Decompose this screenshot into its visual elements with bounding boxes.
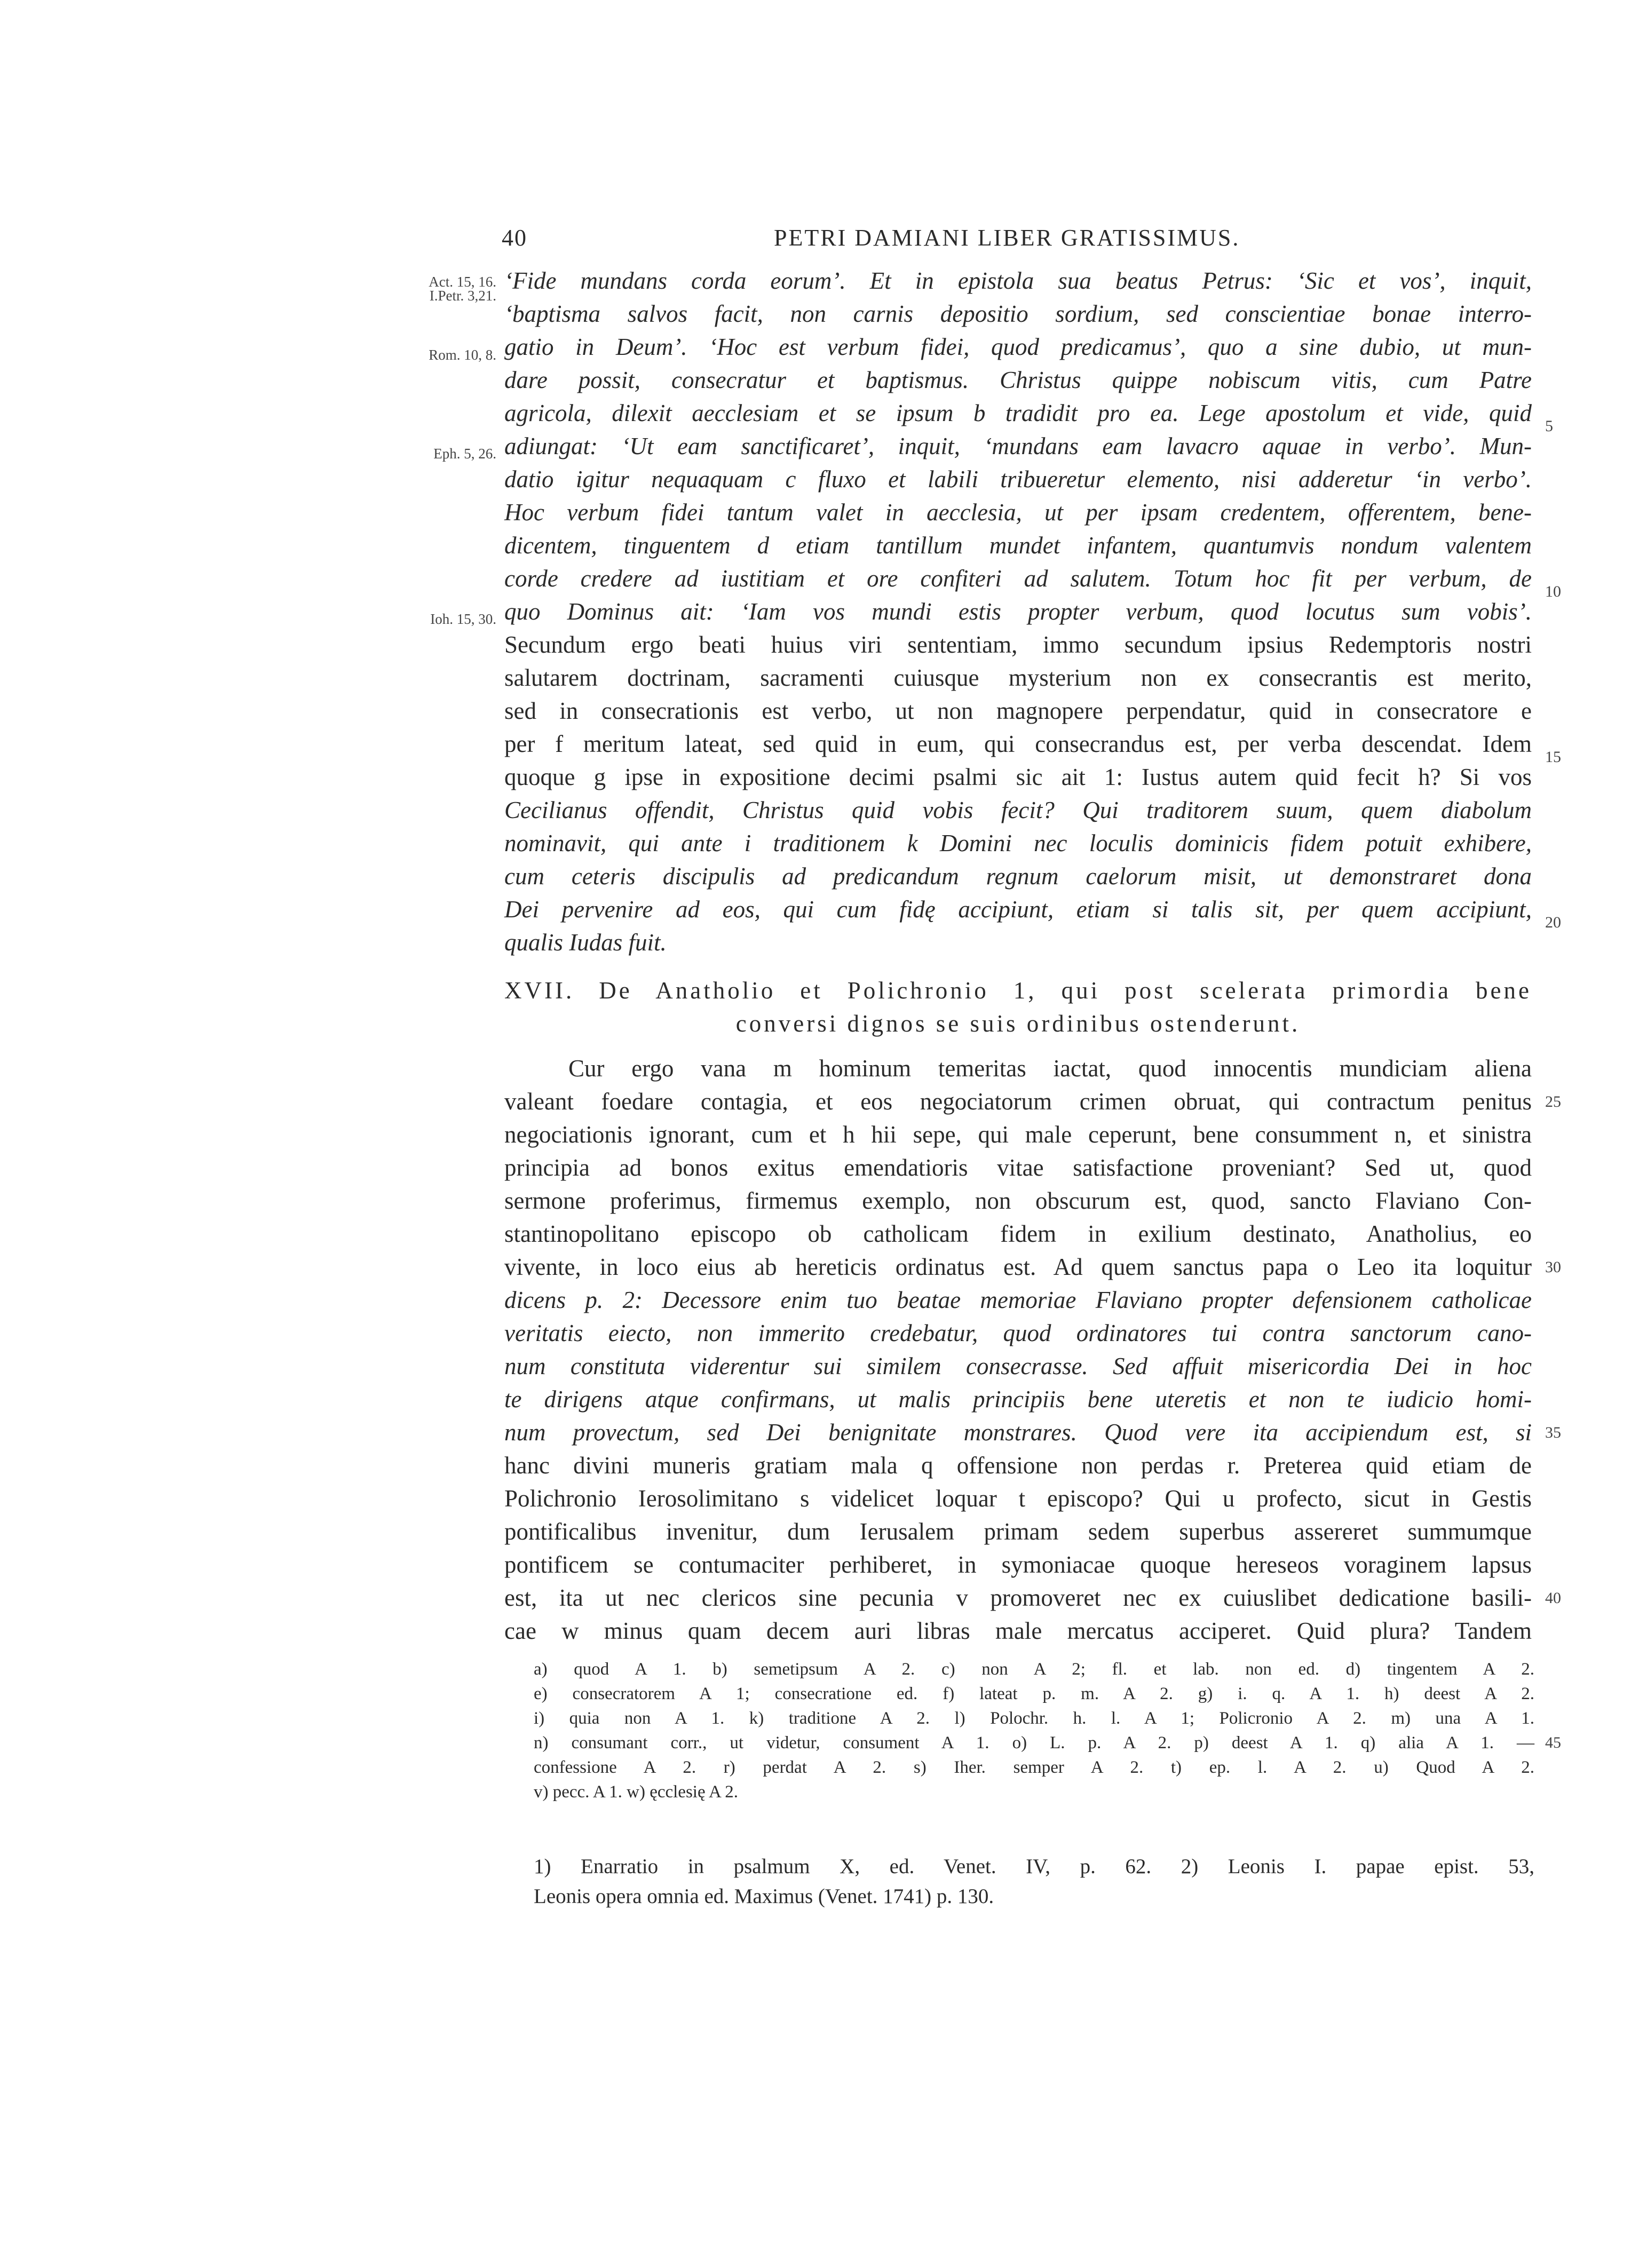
text-line: num provectum, sed Dei benignitate monstrares. Quod vere ita accipiendum est, si — [504, 1419, 1532, 1446]
text-line: nominavit, qui ante i traditionem k Domini nec loculis dominicis fidem potuit exhibere, — [504, 830, 1532, 857]
text-line: stantinopolitano episcopo ob catholicam fidem in exilium destinato, Anatholius, eo — [504, 1220, 1532, 1247]
line-number: 5 — [1545, 417, 1553, 435]
margin-ref: I.Petr. 3,21. — [429, 288, 496, 304]
chapter-heading: XVII. De Anatholio et Polichronio 1, qui post scelerata primordia bene — [504, 977, 1532, 1004]
text-line: adiungat: ‘Ut eam sanctificaret’, inquit, ‘mundans eam lavacro aquae in verbo’. Mun- — [504, 433, 1532, 459]
text-line: cum ceteris discipulis ad predicandum regnum caelorum misit, ut demonstraret dona — [504, 863, 1532, 890]
line-number: 35 — [1545, 1424, 1561, 1441]
margin-ref: Rom. 10, 8. — [429, 347, 496, 363]
line-number: 30 — [1545, 1258, 1561, 1276]
text-line: Cur ergo vana m hominum temeritas iactat, quod innocentis mundiciam aliena — [568, 1055, 1532, 1082]
page-number: 40 — [502, 225, 527, 251]
text-line: per f meritum lateat, sed quid in eum, qui consecrandus est, per verba descendat. Idem — [504, 731, 1532, 757]
apparatus-line: e) consecratorem A 1; consecratione ed. f) lateat p. m. A 2. g) i. q. A 1. h) deest A 2. — [534, 1684, 1534, 1703]
line-number: 15 — [1545, 748, 1561, 766]
margin-ref: Eph. 5, 26. — [433, 446, 496, 462]
text-line: pontificalibus invenitur, dum Ierusalem primam sedem superbus assereret summumque — [504, 1518, 1532, 1545]
text-line: valeant foedare contagia, et eos negociatorum crimen obruat, qui contractum penitus — [504, 1088, 1532, 1115]
text-line: num constituta viderentur sui similem consecrasse. Sed affuit misericordia Dei in hoc — [504, 1353, 1532, 1379]
text-line: gatio in Deum’. ‘Hoc est verbum fidei, quod predicamus’, quo a sine dubio, ut mun- — [504, 334, 1532, 360]
text-line: salutarem doctrinam, sacramenti cuiusque mysterium non ex consecrantis est merito, — [504, 664, 1532, 691]
text-line: sermone proferimus, firmemus exemplo, non obscurum est, quod, sancto Flaviano Con- — [504, 1187, 1532, 1214]
text-line: Cecilianus offendit, Christus quid vobis fecit? Qui traditorem suum, quem diabolum — [504, 797, 1532, 823]
text-line: Secundum ergo beati huius viri sententiam, immo secundum ipsius Redemptoris nostri — [504, 631, 1532, 658]
footnote-line: Leonis opera omnia ed. Maximus (Venet. 1741) p. 130. — [534, 1885, 994, 1908]
apparatus-line: a) quod A 1. b) semetipsum A 2. c) non A 2; fl. et lab. non ed. d) tingentem A 2. — [534, 1660, 1534, 1679]
footnote-line: 1) Enarratio in psalmum X, ed. Venet. IV, p. 62. 2) Leonis I. papae epist. 53, — [534, 1855, 1534, 1878]
text-line: Polichronio Ierosolimitano s videlicet loquar t episcopo? Qui u profecto, sicut in Gestis — [504, 1485, 1532, 1512]
text-line: principia ad bonos exitus emendatioris vitae satisfactione proveniant? Sed ut, quod — [504, 1154, 1532, 1181]
line-number: 25 — [1545, 1093, 1561, 1111]
text-line: te dirigens atque confirmans, ut malis principiis bene uteretis et non te iudicio homi- — [504, 1386, 1532, 1413]
text-line: dare possit, consecratur et baptismus. Christus quippe nobiscum vitis, cum Patre — [504, 367, 1532, 393]
text-line: dicens p. 2: Decessore enim tuo beatae memoriae Flaviano propter defensionem catholicae — [504, 1287, 1532, 1313]
text-line: Dei pervenire ad eos, qui cum fidę accipiunt, etiam si talis sit, per quem accipiunt, — [504, 896, 1532, 923]
text-line: dicentem, tinguentem d etiam tantillum mundet infantem, quantumvis nondum valentem — [504, 532, 1532, 559]
text-line: corde credere ad iustitiam et ore confiteri ad salutem. Totum hoc fit per verbum, de — [504, 565, 1532, 592]
running-title: PETRI DAMIANI LIBER GRATISSIMUS. — [774, 225, 1240, 251]
text-line: negociationis ignorant, cum et h hii sepe, qui male ceperunt, bene consumment n, et sinistra — [504, 1121, 1532, 1148]
apparatus-line: i) quia non A 1. k) traditione A 2. l) Polochr. h. l. A 1; Policronio A 2. m) una A 1. — [534, 1709, 1534, 1728]
text-line: ‘baptisma salvos facit, non carnis depositio sordium, sed conscientiae bonae interro- — [504, 300, 1532, 327]
line-number: 20 — [1545, 914, 1561, 931]
text-line: datio igitur nequaquam c fluxo et labili tribueretur elemento, nisi adderetur ‘in verbo’. — [504, 466, 1532, 493]
apparatus-line: v) pecc. A 1. w) ęcclesię A 2. — [534, 1782, 739, 1802]
text-line: Hoc verbum fidei tantum valet in aecclesia, ut per ipsam credentem, offerentem, bene- — [504, 499, 1532, 526]
text-line: est, ita ut nec clericos sine pecunia v promoveret nec ex cuiuslibet dedicatione basili- — [504, 1584, 1532, 1611]
text-line: sed in consecrationis est verbo, ut non magnopere perpendatur, quid in consecratore e — [504, 697, 1532, 724]
chapter-heading: conversi dignos se suis ordinibus ostenderunt. — [735, 1010, 1301, 1037]
text-line: quo Dominus ait: ‘Iam vos mundi estis propter verbum, quod locutus sum vobis’. — [504, 598, 1532, 625]
text-line: vivente, in loco eius ab hereticis ordinatus est. Ad quem sanctus papa o Leo ita loquitur — [504, 1254, 1532, 1280]
line-number: 45 — [1545, 1734, 1561, 1751]
apparatus-line: n) consumant corr., ut videtur, consument A 1. o) L. p. A 2. p) deest A 1. q) alia A 1. — — [534, 1733, 1534, 1752]
text-line: qualis Iudas fuit. — [504, 929, 667, 956]
text-line: cae w minus quam decem auri libras male mercatus acciperet. Quid plura? Tandem — [504, 1617, 1532, 1644]
margin-ref: Act. 15, 16. — [429, 274, 496, 290]
line-number: 40 — [1545, 1589, 1561, 1607]
text-line: agricola, dilexit aecclesiam et se ipsum b tradidit pro ea. Lege apostolum et vide, quid — [504, 400, 1532, 426]
margin-ref: Ioh. 15, 30. — [430, 611, 496, 627]
line-number: 10 — [1545, 583, 1561, 600]
text-line: pontificem se contumaciter perhiberet, in symoniacae quoque hereseos voraginem lapsus — [504, 1551, 1532, 1578]
text-line: hanc divini muneris gratiam mala q offensione non perdas r. Preterea quid etiam de — [504, 1452, 1532, 1479]
text-line: veritatis eiecto, non immerito credebatur, quod ordinatores tui contra sanctorum cano- — [504, 1320, 1532, 1346]
text-line: ‘Fide mundans corda eorum’. Et in epistola sua beatus Petrus: ‘Sic et vos’, inquit, — [504, 267, 1532, 294]
text-line: quoque g ipse in expositione decimi psalmi sic ait 1: Iustus autem quid fecit h? Si vos — [504, 764, 1532, 790]
apparatus-line: confessione A 2. r) perdat A 2. s) Iher. semper A 2. t) ep. l. A 2. u) Quod A 2. — [534, 1758, 1534, 1777]
